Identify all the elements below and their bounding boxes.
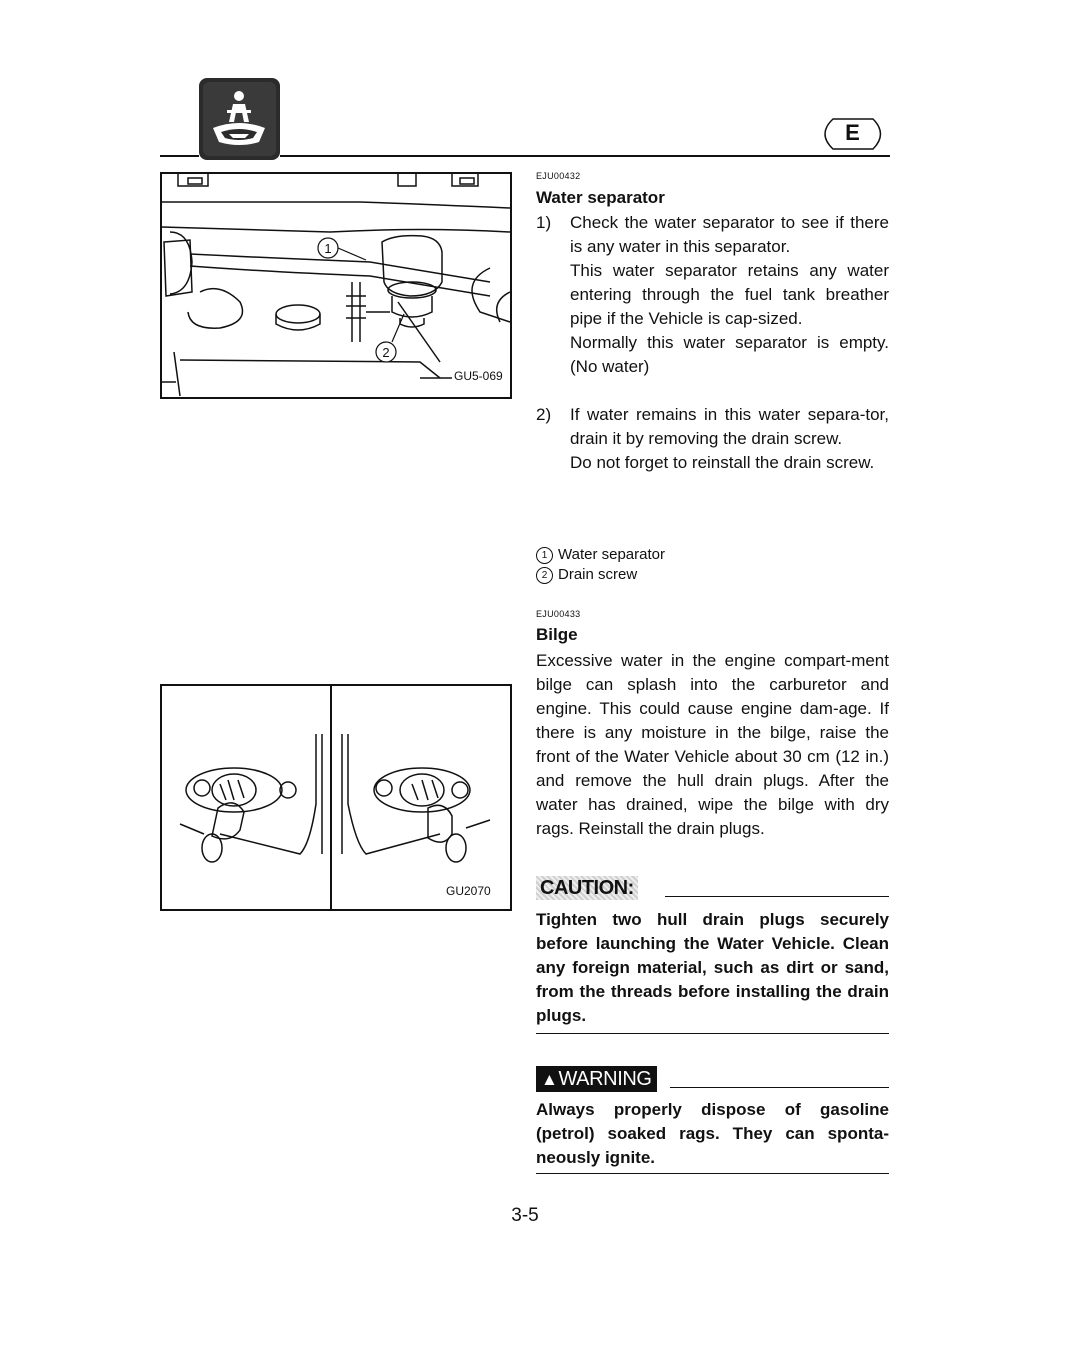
step-2-paragraph: Do not forget to reinstall the drain screw. [570, 453, 875, 472]
step-1-paragraph: Check the water separator to see if there is any water in this separator. [570, 213, 889, 256]
step-1-number: 1) [536, 213, 552, 232]
step-1 [536, 211, 889, 379]
figure-hull-drain-plugs [160, 684, 512, 911]
water-separator-illustration [160, 172, 512, 399]
caution-rule-bottom [536, 1033, 889, 1034]
section-code-bilge: EJU00433 [536, 609, 581, 619]
step-1-paragraph: Normally this water separator is empty. (No water) [570, 333, 889, 376]
language-badge [815, 117, 890, 151]
step-1-paragraph: This water separator retains any water entering through the fuel tank breather pipe if the Vehicle is cap-sized. [570, 261, 889, 328]
figure-1-code: GU5-069 [454, 369, 503, 383]
page-number: 3-5 [511, 1205, 539, 1226]
caution-text: Tighten two hull drain plugs securely before launching the Water Vehicle. Clean any foreign material, such as dirt or sand, from the threads before installing the drain plugs. [536, 910, 889, 1025]
legend-item [536, 545, 889, 565]
caution-label: CAUTION: [536, 876, 638, 900]
caution-rule-top [665, 896, 889, 897]
warning-label-text: WARNING [558, 1068, 652, 1090]
bilge-body: Excessive water in the engine compart-ment bilge can splash into the carburetor and engine. This could cause engine dam-age. If there is any moisture in the bilge, raise the front of the Water Vehicle about 30 cm (12 in.) and remove the hull drain plugs. After the water has drained, wipe the bilge with dry rags. Reinstall the drain plugs. [536, 651, 889, 838]
step-2-number: 2) [536, 405, 552, 424]
figure-legend [536, 545, 889, 585]
legend-number: 1 [536, 547, 553, 564]
section-icon [199, 78, 280, 160]
warning-rule-bottom [536, 1173, 889, 1174]
legend-label: Drain screw [558, 566, 638, 583]
figure-2-code: GU2070 [446, 884, 491, 898]
warning-text: Always properly dispose of gasoline (petrol) soaked rags. They can sponta-neously ignite. [536, 1100, 889, 1167]
legend-item [536, 565, 889, 585]
heading-bilge: Bilge [536, 625, 578, 644]
warning-rule-top [670, 1087, 889, 1088]
section-code-water-separator: EJU00432 [536, 171, 581, 181]
language-badge-letter: E [845, 120, 860, 145]
step-2-paragraph: If water remains in this water separa-tor, drain it by removing the drain screw. [570, 405, 889, 448]
step-2 [536, 403, 889, 475]
legend-label: Water separator [558, 546, 665, 563]
warning-label [536, 1066, 657, 1092]
callout-2-label: 2 [382, 345, 390, 360]
heading-water-separator: Water separator [536, 188, 665, 207]
legend-number: 2 [536, 567, 553, 584]
callout-1-label: 1 [324, 241, 332, 256]
warning-triangle-icon: ▲ [541, 1070, 558, 1089]
watercraft-rider-icon [199, 78, 280, 160]
figure-water-separator [160, 172, 512, 399]
drain-plugs-illustration [160, 684, 512, 911]
